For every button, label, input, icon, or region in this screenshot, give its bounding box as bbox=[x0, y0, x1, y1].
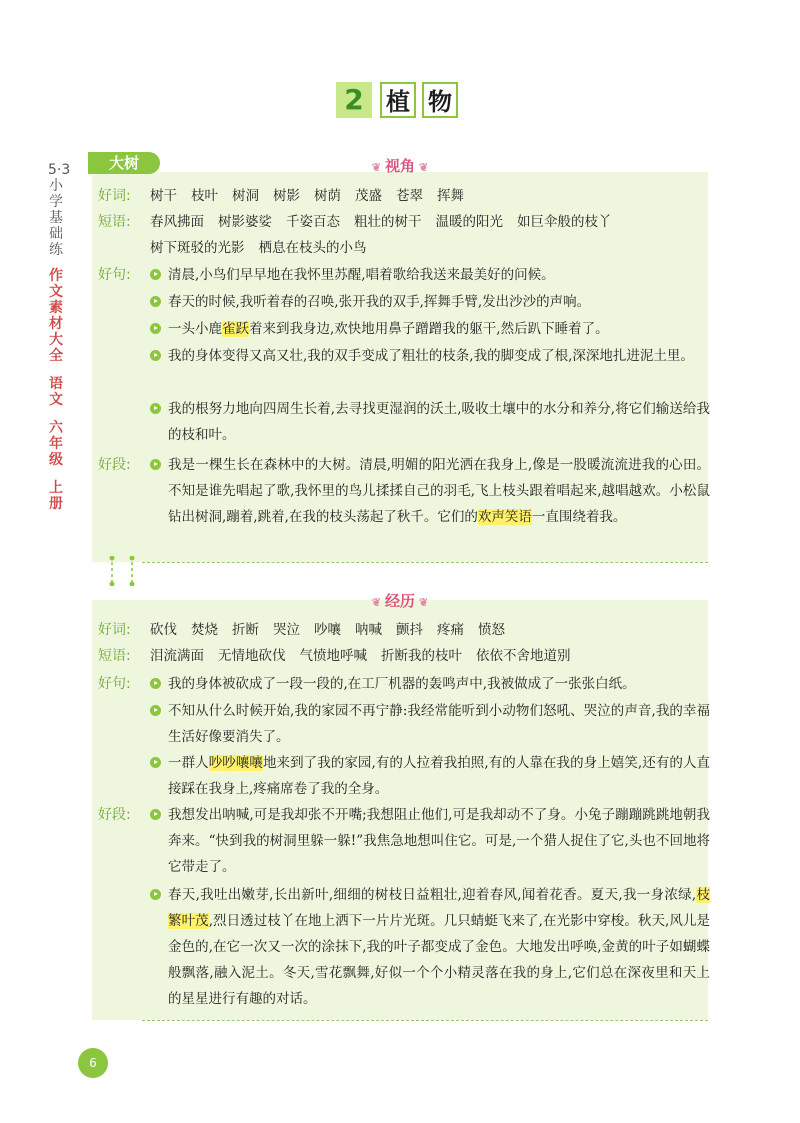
sentence-item: 春天的时候,我听着春的召唤,张开我的双手,挥舞手臂,发出沙沙的声响。 bbox=[150, 289, 710, 315]
phrase: 如巨伞般的枝丫 bbox=[517, 214, 612, 230]
highlight: 吵吵嚷嚷 bbox=[208, 755, 263, 771]
highlight: 枝繁叶茂 bbox=[168, 887, 710, 929]
divider bbox=[142, 1020, 708, 1021]
label-haoju: 好句: bbox=[98, 267, 131, 283]
word-list bbox=[150, 617, 519, 643]
bullet-icon bbox=[150, 705, 161, 716]
series-name: 5·3小学基础练 bbox=[48, 162, 71, 258]
word: 茂盛 bbox=[355, 188, 382, 204]
word: 砍伐 bbox=[150, 622, 177, 638]
section-title: ❦ 经历 ❦ bbox=[371, 592, 429, 610]
phrase: 无情地砍伐 bbox=[218, 648, 286, 664]
highlight: 欢声笑语 bbox=[477, 509, 532, 525]
divider bbox=[142, 562, 708, 563]
bullet-icon bbox=[150, 296, 161, 307]
chapter-number: 2 bbox=[336, 82, 372, 118]
word: 树洞 bbox=[232, 188, 259, 204]
word: 树影 bbox=[273, 188, 300, 204]
highlight: 雀跃 bbox=[222, 321, 249, 337]
chapter-title-char: 物 bbox=[422, 82, 458, 118]
paragraph-item: 春天,我吐出嫩芽,长出新叶,细细的树枝日益粗壮,迎着春风,闻着花香。夏天,我一身浓绿,枝繁叶茂,烈日透过枝丫在地上洒下一片片光斑。几只蜻蜓飞来了,在光影中穿梭。秋天,风儿是金色的,在它一次又一次的涂抹下,我的叶子都变成了金色。大地发出呼唤,金黄的叶子如蝴蝶般飘落,融入泥土。冬天,雪花飘舞,好似一个个小精灵落在我的身上,它们总在深夜里和天上的星星进行有趣的对话。 bbox=[150, 882, 710, 1012]
section-title-text: 视角 bbox=[384, 157, 415, 175]
phrase: 春风拂面 bbox=[150, 214, 204, 230]
chapter-title-char: 植 bbox=[380, 82, 416, 118]
side-book-info bbox=[48, 162, 71, 524]
panel-connector bbox=[100, 556, 140, 586]
paragraph-item: 我想发出呐喊,可是我却张不开嘴;我想阻止他们,可是我却动不了身。小兔子蹦蹦跳跳地朝我奔来。“快到我的树洞里躲一躲!”我焦急地想叫住它。可是,一个猎人捉住了它,头也不回地将它带走了。 bbox=[150, 802, 710, 880]
word: 树荫 bbox=[314, 188, 341, 204]
label-duanyu: 短语: bbox=[98, 214, 131, 230]
bullet-icon bbox=[150, 459, 161, 470]
label-haoduan: 好段: bbox=[98, 807, 131, 823]
phrase: 栖息在枝头的小鸟 bbox=[258, 240, 367, 256]
grade: 六年级 bbox=[49, 420, 63, 468]
bullet-icon bbox=[150, 269, 161, 280]
phrase: 树影婆娑 bbox=[218, 214, 272, 230]
word: 焚烧 bbox=[191, 622, 218, 638]
phrase-list bbox=[150, 235, 381, 261]
label-haoci: 好词: bbox=[98, 188, 131, 204]
section-title: ❦ 视角 ❦ bbox=[371, 157, 429, 175]
phrase: 气愤地呼喊 bbox=[299, 648, 367, 664]
bullet-icon bbox=[150, 350, 161, 361]
word-list bbox=[150, 183, 478, 209]
sentence-item: 一群人吵吵嚷嚷地来到了我的家园,有的人拉着我拍照,有的人靠在我的身上嬉笑,还有的人直接踩在我身上,疼痛席卷了我的全身。 bbox=[150, 750, 710, 802]
bullet-icon bbox=[150, 757, 161, 768]
word: 吵嚷 bbox=[314, 622, 341, 638]
phrase: 粗壮的树干 bbox=[354, 214, 422, 230]
phrase: 泪流满面 bbox=[150, 648, 204, 664]
paragraph-item: 我是一棵生长在森林中的大树。清晨,明媚的阳光洒在我身上,像是一股暖流流进我的心田。不知是谁先唱起了歌,我怀里的鸟儿揉揉自己的羽毛,飞上枝头跟着唱起来,越唱越欢。小松鼠钻出树洞,蹦着,跳着,在我的枝头荡起了秋千。它们的欢声笑语一直围绕着我。 bbox=[150, 452, 710, 530]
phrase: 依依不舍地道别 bbox=[476, 648, 571, 664]
bullet-icon bbox=[150, 678, 161, 689]
word: 挥舞 bbox=[437, 188, 464, 204]
word: 颤抖 bbox=[396, 622, 423, 638]
label-haoju: 好句: bbox=[98, 676, 131, 692]
phrase-list bbox=[150, 643, 585, 669]
word: 呐喊 bbox=[355, 622, 382, 638]
label-duanyu: 短语: bbox=[98, 648, 131, 664]
word: 枝叶 bbox=[191, 188, 218, 204]
bullet-icon bbox=[150, 889, 161, 900]
word: 愤怒 bbox=[478, 622, 505, 638]
word: 折断 bbox=[232, 622, 259, 638]
bullet-icon bbox=[150, 809, 161, 820]
phrase: 温暖的阳光 bbox=[435, 214, 503, 230]
sentence-item: 我的身体被砍成了一段一段的,在工厂机器的轰鸣声中,我被做成了一张张白纸。 bbox=[150, 671, 710, 697]
phrase: 树下斑驳的光影 bbox=[150, 240, 245, 256]
word: 树干 bbox=[150, 188, 177, 204]
phrase: 折断我的枝叶 bbox=[381, 648, 462, 664]
volume: 上册 bbox=[49, 480, 63, 512]
sentence-item: 清晨,小鸟们早早地在我怀里苏醒,唱着歌给我送来最美好的问候。 bbox=[150, 262, 710, 288]
page-number: 6 bbox=[78, 1048, 108, 1078]
sentence-item: 我的根努力地向四周生长着,去寻找更湿润的沃土,吸收土壤中的水分和养分,将它们输送给我的枝和叶。 bbox=[150, 396, 710, 448]
phrase-list bbox=[150, 209, 626, 235]
label-haoci: 好词: bbox=[98, 622, 131, 638]
word: 苍翠 bbox=[396, 188, 423, 204]
topic-tag: 大树 bbox=[88, 152, 160, 174]
word: 疼痛 bbox=[437, 622, 464, 638]
sentence-item: 我的身体变得又高又壮,我的双手变成了粗壮的枝条,我的脚变成了根,深深地扎进泥土里。 bbox=[150, 343, 710, 369]
section-title-text: 经历 bbox=[384, 592, 415, 610]
chapter-title bbox=[0, 82, 800, 118]
word: 哭泣 bbox=[273, 622, 300, 638]
subject: 语文 bbox=[49, 376, 63, 408]
bullet-icon bbox=[150, 403, 161, 414]
book-title: 作文素材大全 bbox=[49, 268, 63, 364]
sentence-item: 不知从什么时候开始,我的家园不再宁静:我经常能听到小动物们怒吼、哭泣的声音,我的幸福生活好像要消失了。 bbox=[150, 698, 710, 750]
phrase: 千姿百态 bbox=[286, 214, 340, 230]
label-haoduan: 好段: bbox=[98, 457, 131, 473]
bullet-icon bbox=[150, 323, 161, 334]
sentence-item: 一头小鹿雀跃着来到我身边,欢快地用鼻子蹭蹭我的躯干,然后趴下睡着了。 bbox=[150, 316, 710, 342]
